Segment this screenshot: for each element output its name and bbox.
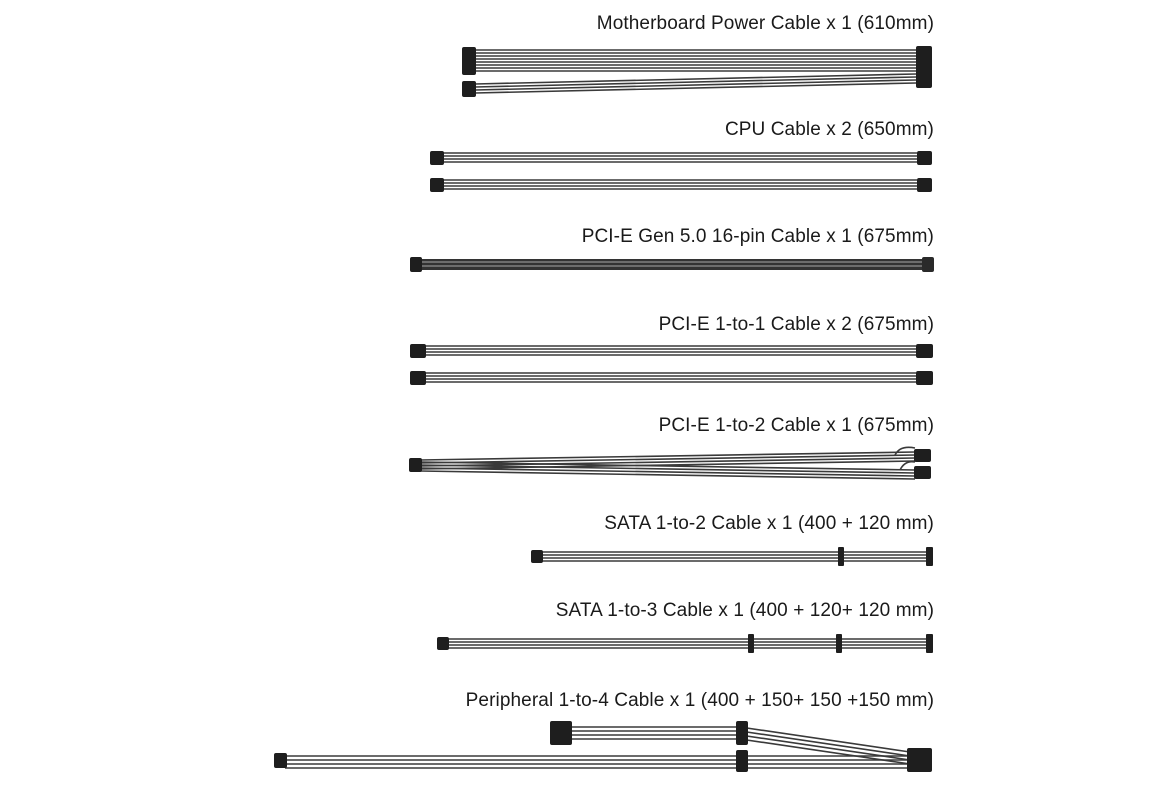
pcie-1to1-cable-image-2 — [410, 371, 933, 385]
mb-24pin-connector-right — [916, 46, 932, 88]
label-pcie-gen5-16pin-cable: PCI-E Gen 5.0 16-pin Cable x 1 (675mm) — [581, 226, 934, 247]
mb-24pin-connector-left-b — [462, 81, 476, 97]
cpu-cable-image-1 — [430, 151, 932, 165]
cpu-cable-image-2 — [430, 178, 932, 192]
label-pcie-1to1-cable: PCI-E 1-to-1 Cable x 2 (675mm) — [658, 314, 934, 335]
mb-24pin-connector-left-a — [462, 47, 476, 75]
label-sata-1to3-cable: SATA 1-to-3 Cable x 1 (400 + 120+ 120 mm) — [555, 600, 934, 621]
sata-1to3-cable-image — [437, 634, 933, 653]
pcie-gen5-16pin-cable-image — [410, 257, 934, 272]
label-peripheral-1to4-cable: Peripheral 1-to-4 Cable x 1 (400 + 150+ 150 +150 mm) — [465, 690, 934, 711]
peripheral-1to4-cable-image — [274, 721, 932, 772]
pcie-1to1-cable-image-1 — [410, 344, 933, 358]
motherboard-power-cable-image — [462, 46, 932, 97]
label-motherboard-power-cable: Motherboard Power Cable x 1 (610mm) — [596, 13, 934, 34]
pcie-1to2-cable-image — [409, 447, 931, 479]
label-cpu-cable: CPU Cable x 2 (650mm) — [724, 119, 934, 140]
sata-1to2-cable-image — [531, 547, 933, 566]
label-pcie-1to2-cable: PCI-E 1-to-2 Cable x 1 (675mm) — [658, 415, 934, 436]
label-sata-1to2-cable: SATA 1-to-2 Cable x 1 (400 + 120 mm) — [604, 513, 934, 534]
